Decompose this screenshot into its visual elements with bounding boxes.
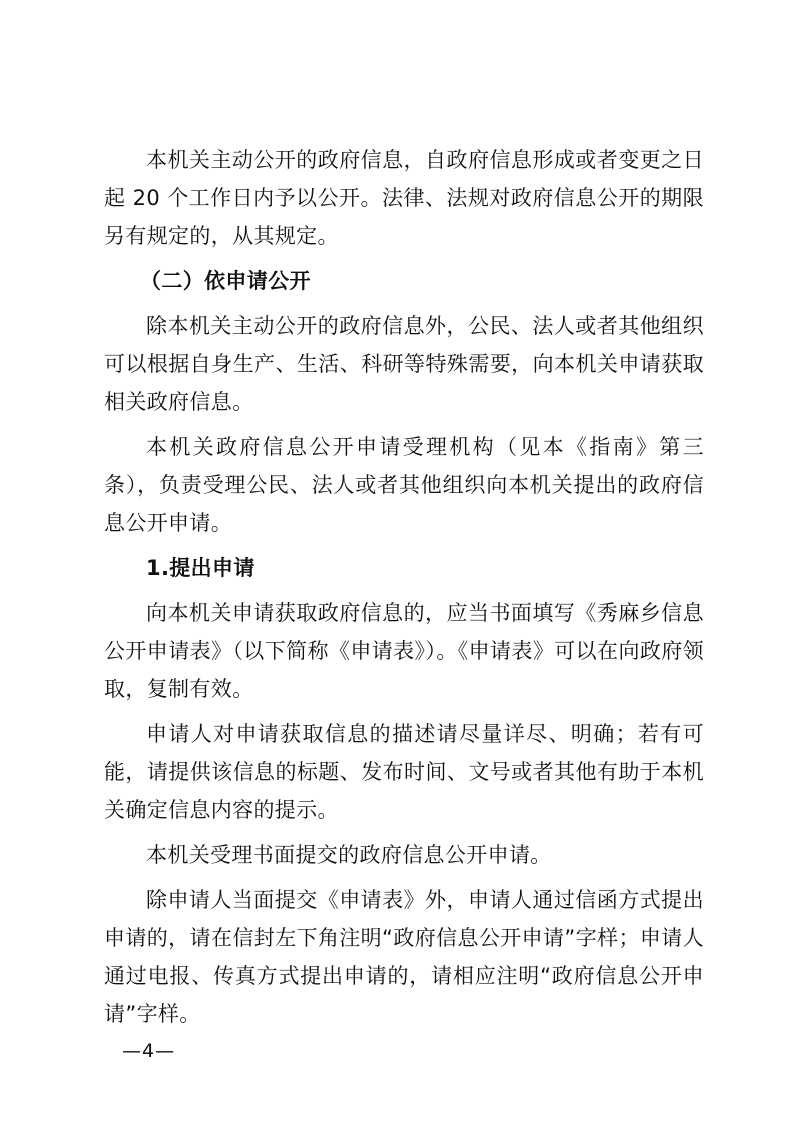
paragraph-request-description: 申请人对申请获取信息的描述请尽量详尽、明确；若有可能，请提供该信息的标题、发布时间、文号或者其他有助于本机关确定信息内容的提示。 xyxy=(104,722,704,822)
subsection-heading-submit-request: 1.提出申请 xyxy=(146,556,255,580)
paragraph-submission-methods: 除申请人当面提交《申请表》外，申请人通过信函方式提出申请的，请在信封左下角注明“政府信息公开申请”字样；申请人通过电报、传真方式提出申请的，请相应注明“政府信息公开申请”字样。 xyxy=(104,888,704,1026)
paragraph-active-disclosure-timeline: 本机关主动公开的政府信息，自政府信息形成或者变更之日起 20 个工作日内予以公开。法律、法规对政府信息公开的期限另有规定的，从其规定。 xyxy=(104,148,704,248)
paragraph-written-requests: 本机关受理书面提交的政府信息公开申请。 xyxy=(146,843,552,867)
section-heading-disclosure-upon-request: （二）依申请公开 xyxy=(140,269,311,293)
page-number: —4— xyxy=(122,1040,176,1062)
paragraph-application-form: 向本机关申请获取政府信息的，应当书面填写《秀麻乡信息公开申请表》（以下简称《申请表》）。《申请表》可以在向政府领取，复制有效。 xyxy=(104,601,704,701)
paragraph-request-receiving-office: 本机关政府信息公开申请受理机构（见本《指南》第三条），负责受理公民、法人或者其他组织向本机关提出的政府信息公开申请。 xyxy=(104,435,704,535)
document-body xyxy=(104,141,704,1040)
paragraph-request-eligibility: 除本机关主动公开的政府信息外，公民、法人或者其他组织可以根据自身生产、生活、科研等特殊需要，向本机关申请获取相关政府信息。 xyxy=(104,314,704,414)
